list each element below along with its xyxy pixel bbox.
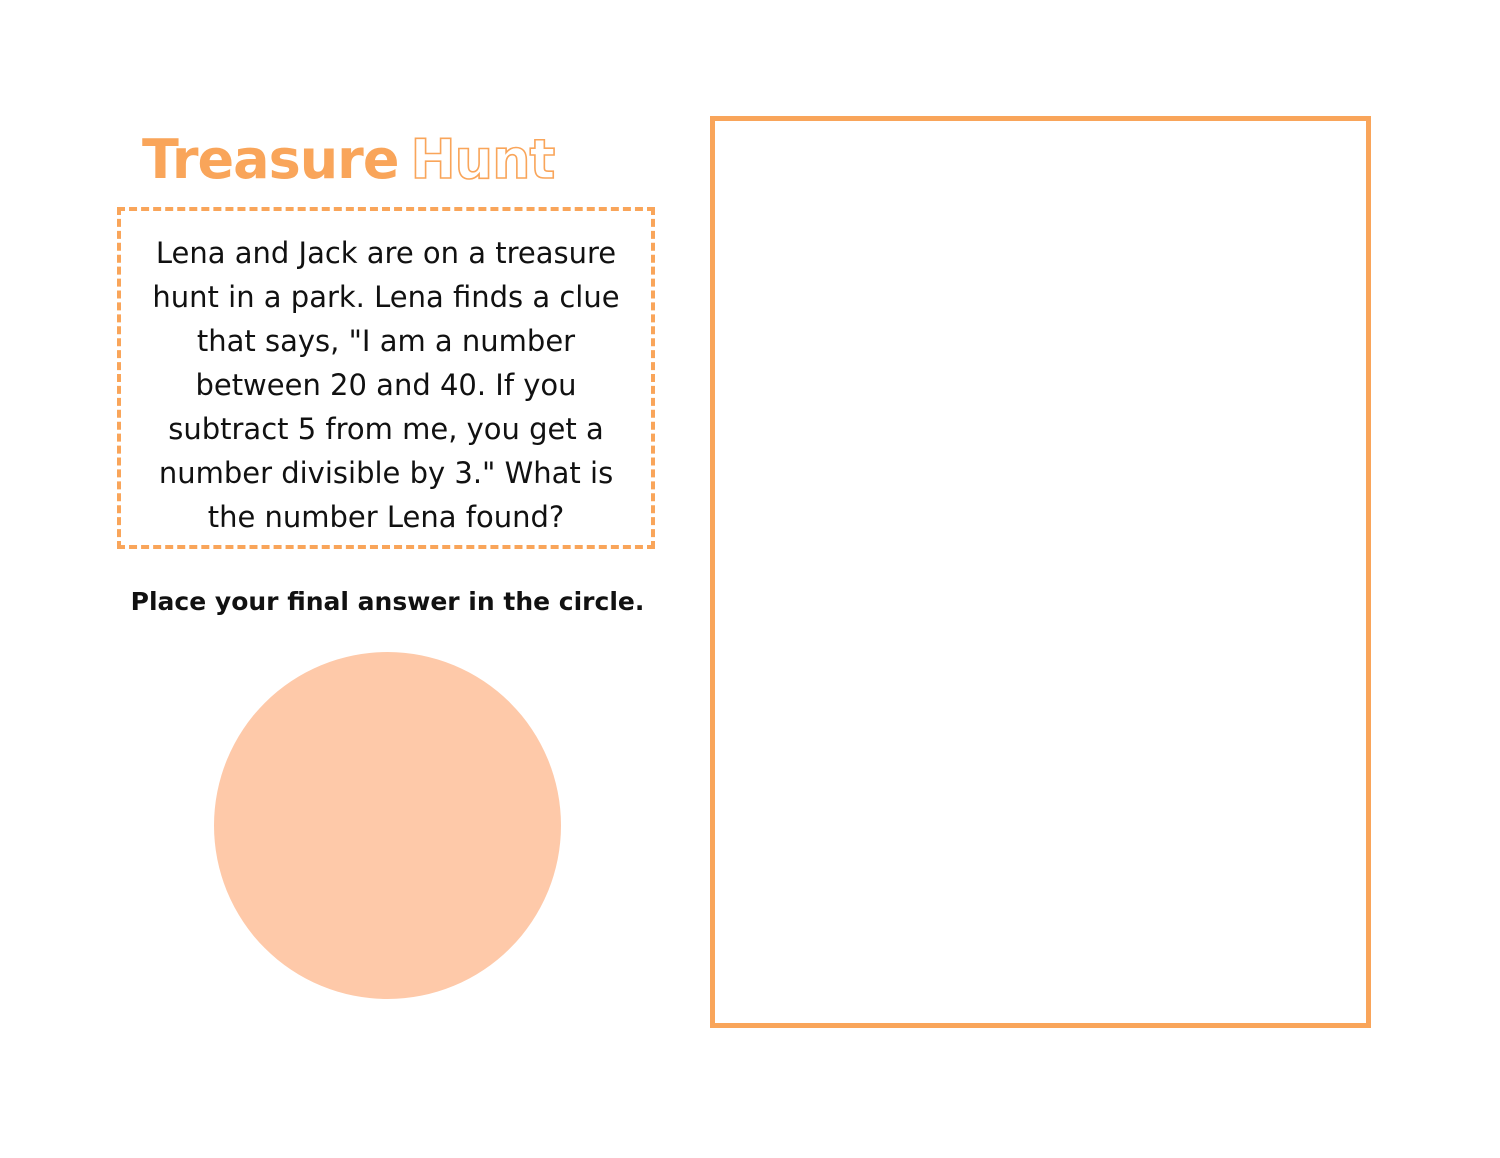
worksheet-title (142, 128, 554, 192)
title-word-treasure: Treasure (142, 128, 399, 191)
problem-text: Lena and Jack are on a treasure hunt in a park. Lena finds a clue that says, "I am a number between 20 and 40. If you subtract 5 from me, you get a number divisible by 3." What is the number Lena found? (152, 236, 620, 534)
problem-box (117, 207, 655, 549)
title-word-hunt: Hunt (410, 128, 555, 191)
work-area-box[interactable] (710, 116, 1371, 1028)
answer-instruction: Place your final answer in the circle. (130, 587, 645, 616)
answer-circle[interactable] (214, 652, 561, 999)
